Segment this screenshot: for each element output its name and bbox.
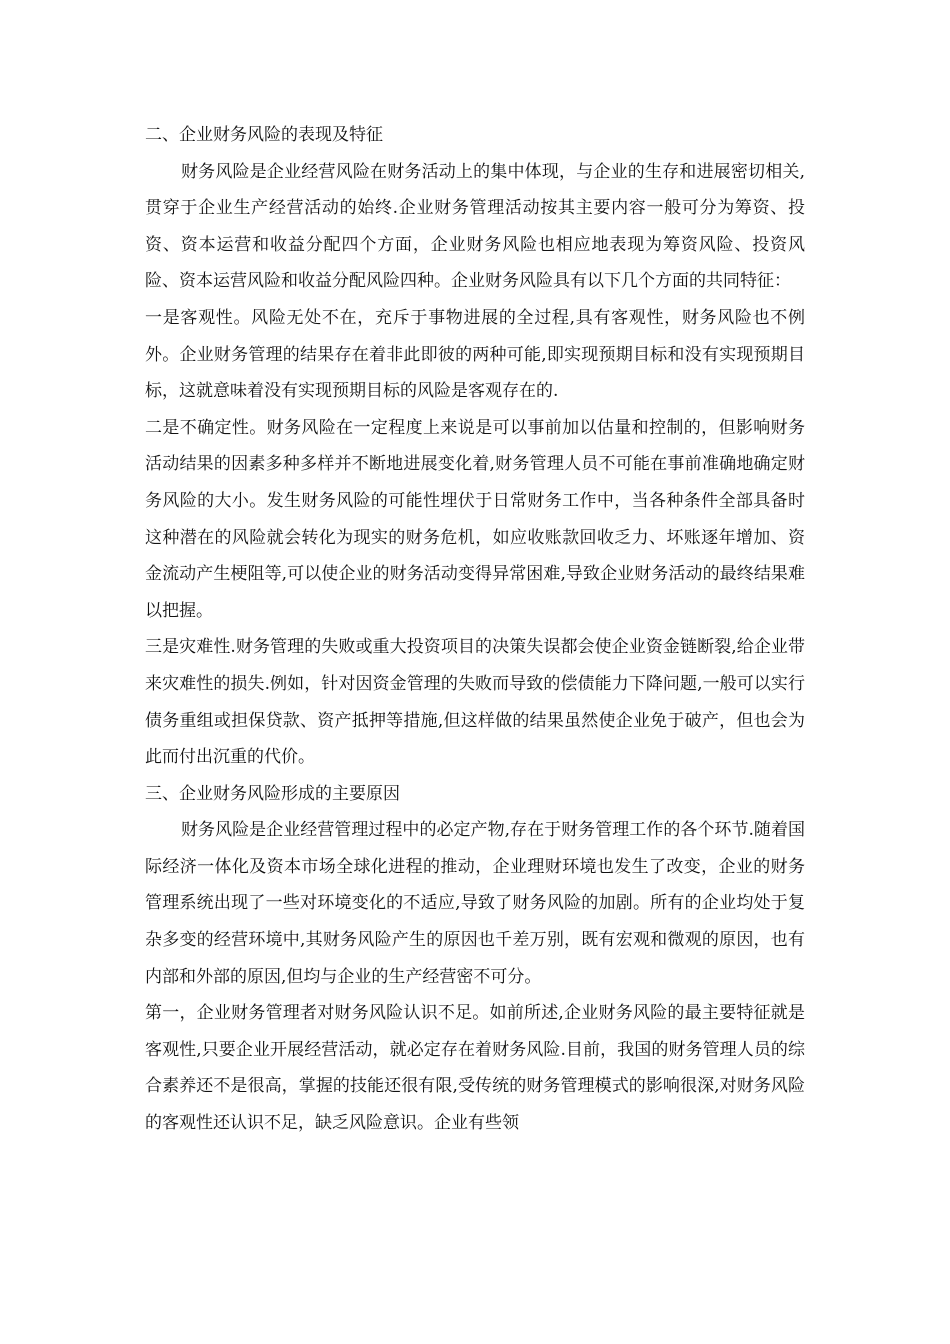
paragraph-causes-intro: 财务风险是企业经营管理过程中的必定产物,存在于财务管理工作的各个环节.随着国际经济一体化及资本市场全球化进程的推动，企业理财环境也发生了改变，企业的财务管理系统出现了一些对环境变化的不适应,导致了财务风险的加剧。所有的企业均处于复杂多变的经营环境中,其财务风险产生的原因也千差万别，既有宏观和微观的原因，也有内部和外部的原因,但均与企业的生产经营密不可分。 bbox=[145, 820, 805, 987]
section-heading-3: 三、企业财务风险形成的主要原因 bbox=[145, 783, 400, 804]
paragraph-first-cause: 第一，企业财务管理者对财务风险认识不足。如前所述,企业财务风险的最主要特征就是客观性,只要企业开展经营活动，就必定存在着财务风险.目前，我国的财务管理人员的综合素养还不是很高，掌握的技能还很有限,受传统的财务管理模式的影响很深,对财务风险的客观性还认识不足，缺乏风险意识。企业有些领 bbox=[145, 1003, 805, 1134]
section-heading-2: 二、企业财务风险的表现及特征 bbox=[145, 125, 383, 145]
paragraph-objectivity: 一是客观性。风险无处不在，充斥于事物进展的全过程,具有客观性，财务风险也不例外。企业财务管理的结果存在着非此即彼的两种可能,即实现预期目标和没有实现预期目标，这就意味着没有实现预期目标的风险是客观存在的. bbox=[145, 307, 805, 402]
paragraph-financial-risk-intro: 财务风险是企业经营风险在财务活动上的集中体现，与企业的生存和进展密切相关,贯穿于企业生产经营活动的始终.企业财务管理活动按其主要内容一般可分为筹资、投资、资本运营和收益分配四个方面，企业财务风险也相应地表现为筹资风险、投资风险、资本运营风险和收益分配风险四种。企业财务风险具有以下几个方面的共同特征： bbox=[145, 161, 805, 292]
paragraph-catastrophic: 三是灾难性.财务管理的失败或重大投资项目的决策失误都会使企业资金链断裂,给企业带来灾难性的损失.例如，针对因资金管理的失败而导致的偿债能力下降问题,一般可以实行债务重组或担保贷款、资产抵押等措施,但这样做的结果虽然使企业免于破产，但也会为此而付出沉重的代价。 bbox=[145, 637, 805, 768]
document-page bbox=[145, 117, 805, 1142]
paragraph-uncertainty: 二是不确定性。财务风险在一定程度上来说是可以事前加以估量和控制的，但影响财务活动结果的因素多种多样并不断地进展变化着,财务管理人员不可能在事前准确地确定财务风险的大小。发生财务风险的可能性埋伏于日常财务工作中，当各种条件全部具备时这种潜在的风险就会转化为现实的财务危机，如应收账款回收乏力、坏账逐年增加、资金流动产生梗阻等,可以使企业的财务活动变得异常困难,导致企业财务活动的最终结果难以把握。 bbox=[145, 417, 805, 621]
